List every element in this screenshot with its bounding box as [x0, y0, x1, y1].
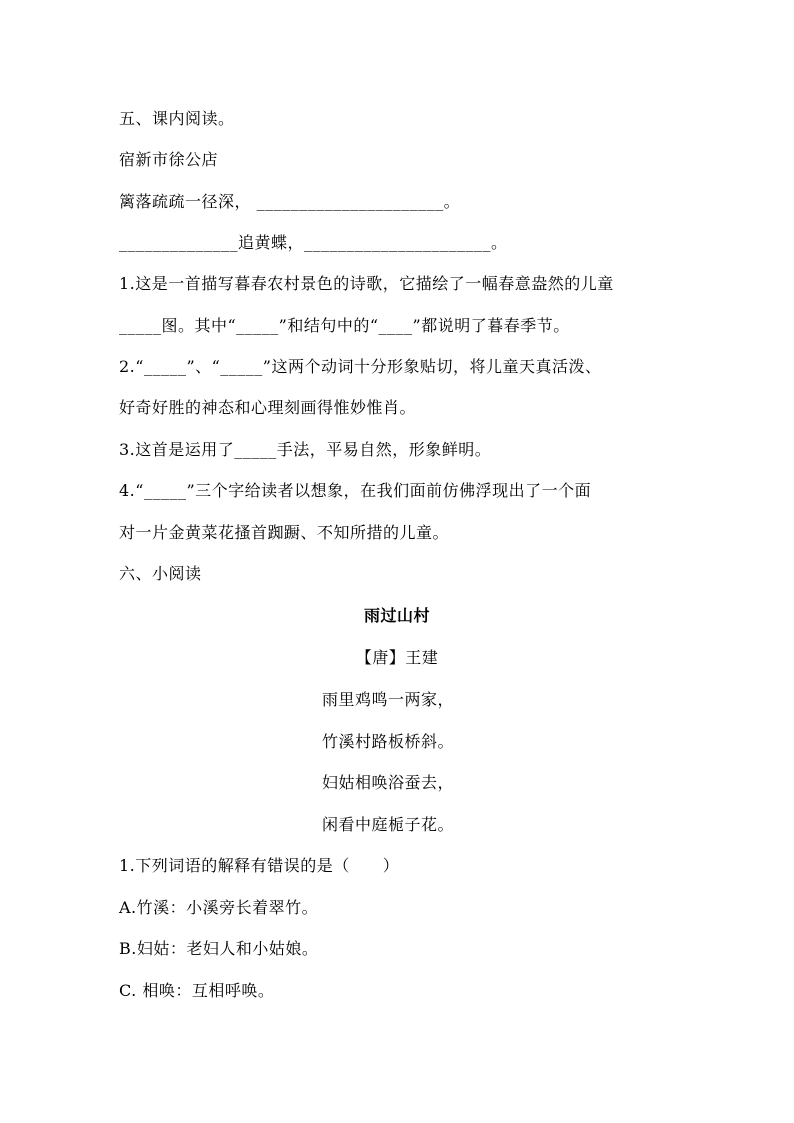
poem-verse-1: 雨里鸡鸣一两家， — [322, 690, 455, 709]
question-1-line-1: 1.这是一首描写暮春农村景色的诗歌，它描绘了一幅春意盎然的儿童 — [119, 274, 614, 293]
question-3: 3.这首是运用了_____手法，平易自然，形象鲜明。 — [119, 440, 492, 459]
question-6-1: 1.下列词语的解释有错误的是（ ） — [119, 856, 400, 875]
option-c: C. 相唤：互相呼唤。 — [119, 981, 275, 1000]
question-1-line-2: _____图。其中“_____”和结句中的“____”都说明了暮春季节。 — [119, 316, 570, 335]
poem-verse-3: 妇姑相唤浴蚕去， — [322, 773, 455, 792]
question-4-line-1: 4.“_____”三个字给读者以想象，在我们面前仿佛浮现出了一个面 — [119, 481, 592, 500]
poem-line-1: 篱落疏疏一径深， ______________________。 — [119, 192, 461, 211]
option-a: A.竹溪：小溪旁长着翠竹。 — [119, 898, 319, 917]
poem-title: 宿新市徐公店 — [119, 150, 219, 169]
section-heading-small-reading: 六、小阅读 — [119, 564, 202, 583]
poem-verse-4: 闲看中庭栀子花。 — [322, 815, 455, 834]
poem-author: 【唐】王建 — [355, 648, 439, 667]
section-heading-reading: 五、课内阅读。 — [119, 109, 235, 128]
poem-title-2: 雨过山村 — [363, 606, 430, 625]
poem-verse-2: 竹溪村路板桥斜。 — [322, 732, 455, 751]
poem-line-2: ______________追黄蝶，______________________。 — [119, 233, 508, 252]
option-b: B.妇姑：老妇人和小姑娘。 — [119, 939, 319, 958]
question-2-line-2: 好奇好胜的神态和心理刻画得惟妙惟肖。 — [119, 398, 417, 417]
question-4-line-2: 对一片金黄菜花搔首踟蹰、不知所措的儿童。 — [119, 523, 450, 542]
question-2-line-1: 2.“_____”、“_____”这两个动词十分形象贴切，将儿童天真活泼、 — [119, 357, 602, 376]
